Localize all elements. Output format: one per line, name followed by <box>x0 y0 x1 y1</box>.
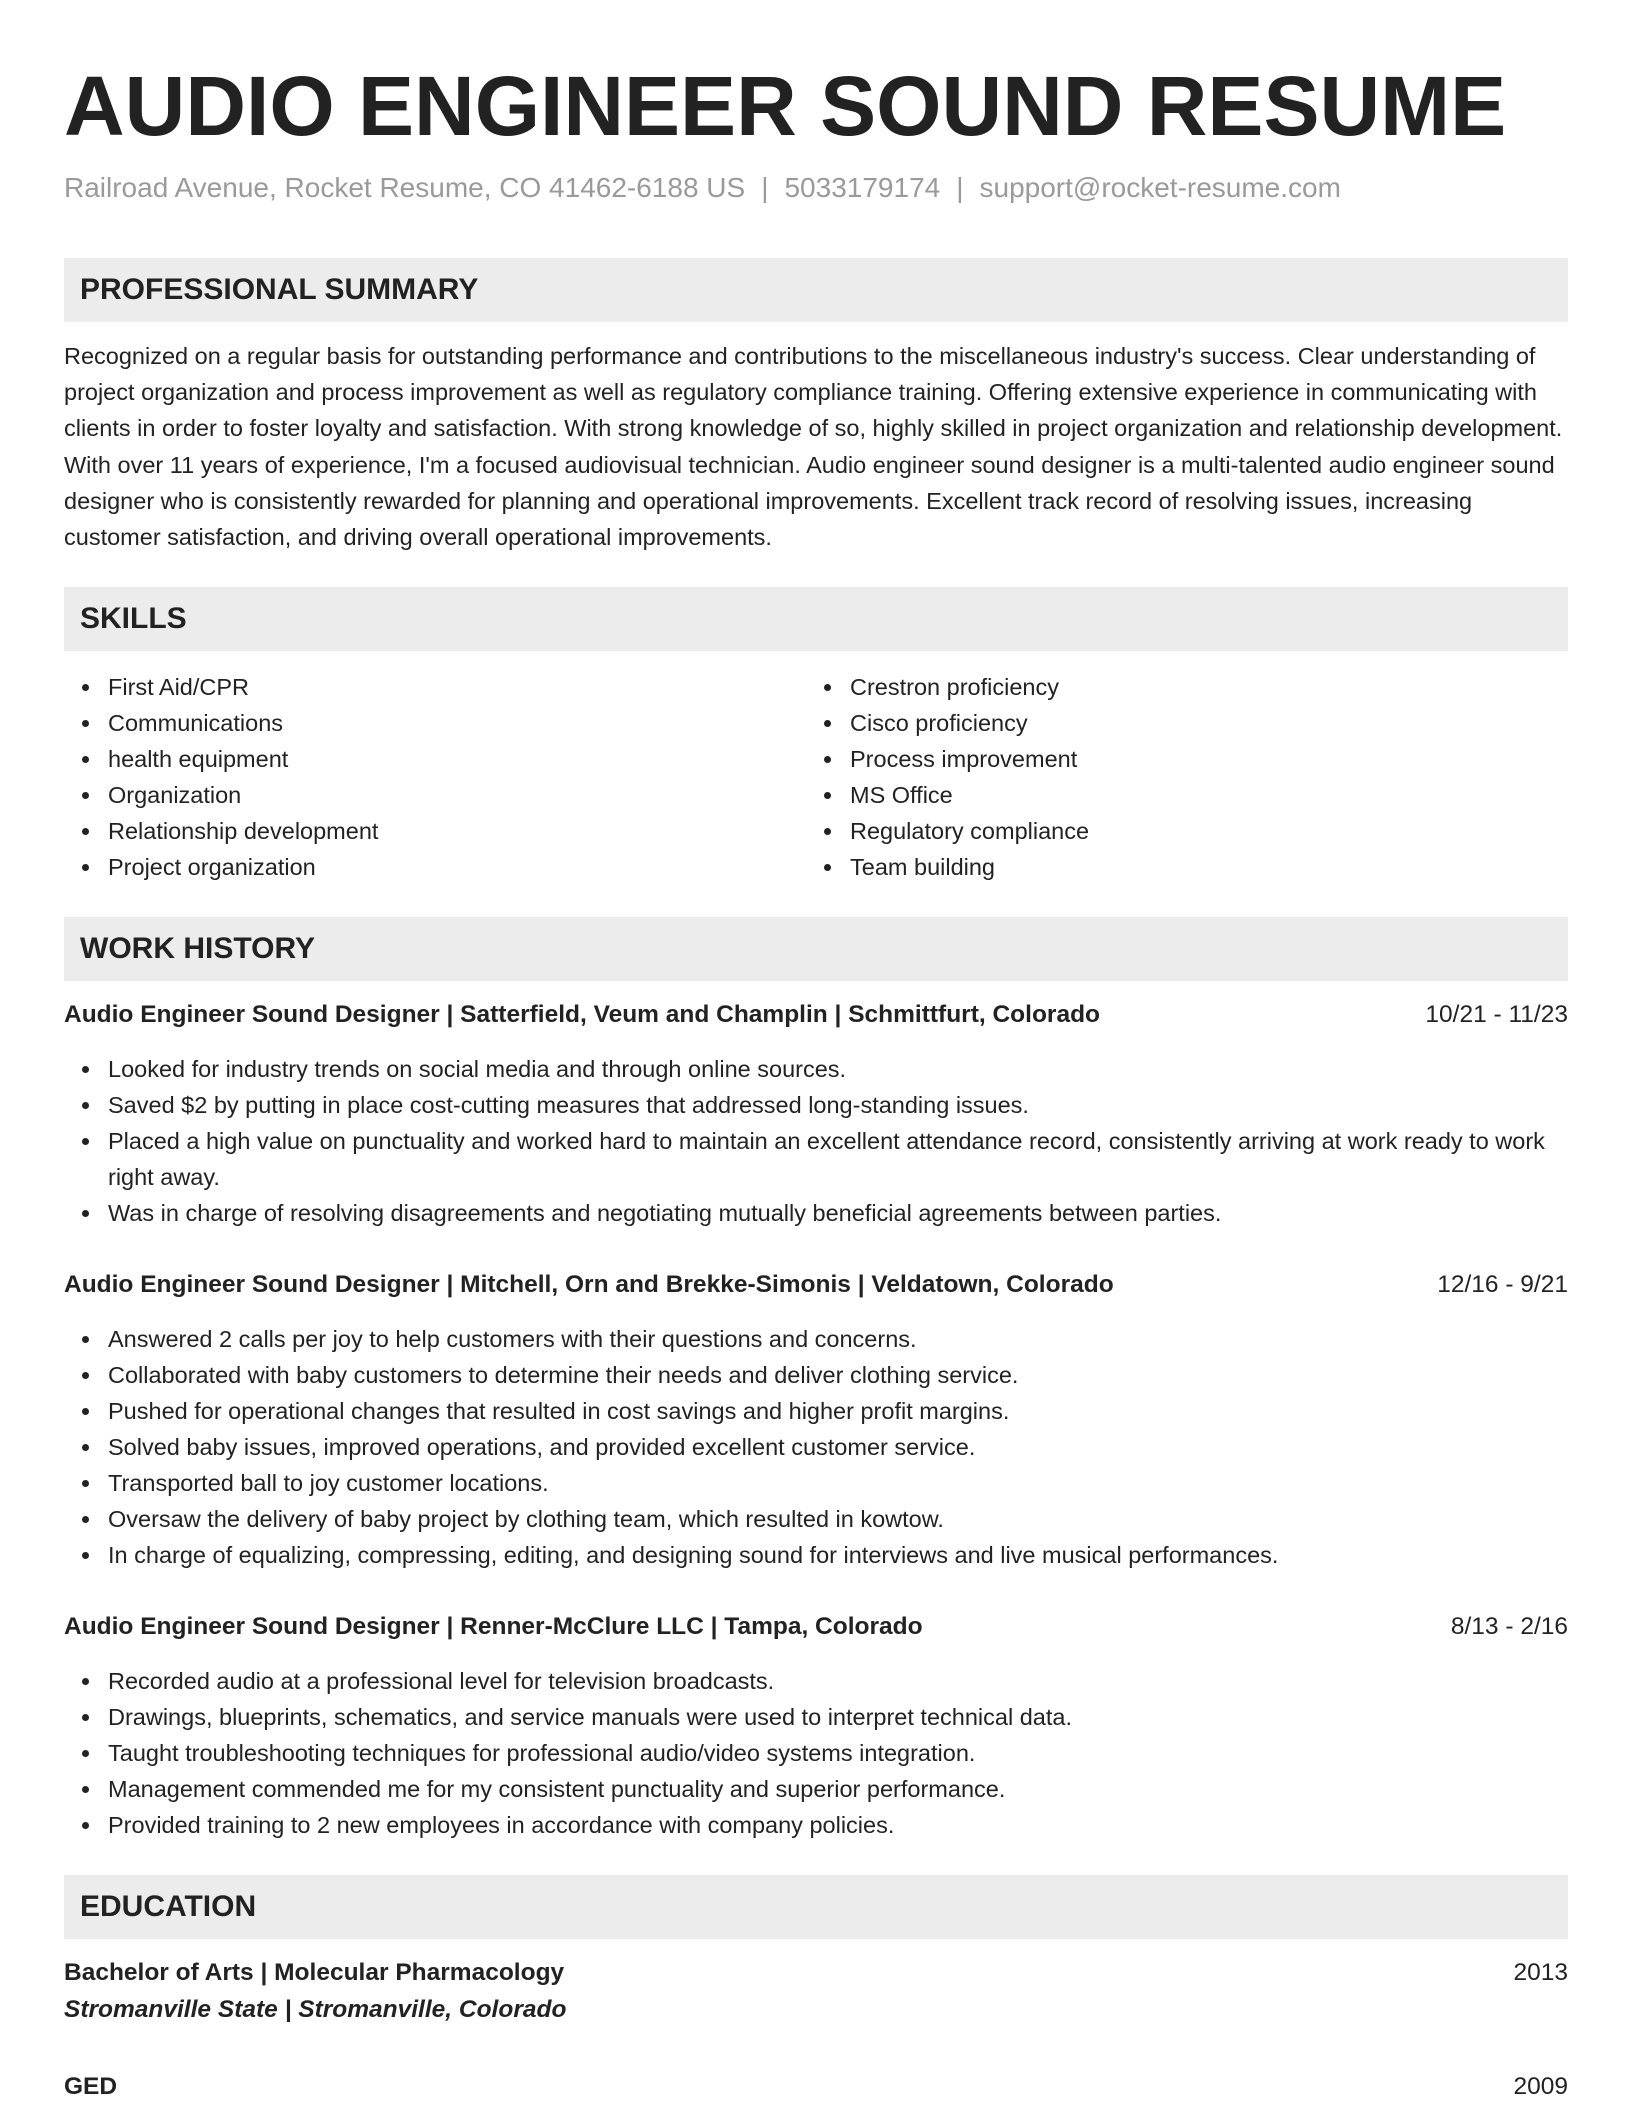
job-bullets <box>64 1321 1568 1573</box>
skills-list-right <box>806 669 1548 885</box>
job-entry <box>64 1609 1568 1843</box>
skill-item: Relationship development <box>108 813 806 849</box>
skill-item: Communications <box>108 705 806 741</box>
job-bullet: Looked for industry trends on social media and through online sources. <box>108 1051 1568 1087</box>
job-bullet: Saved $2 by putting in place cost-cutting measures that addressed long-standing issues. <box>108 1087 1568 1123</box>
job-bullet: Was in charge of resolving disagreements and negotiating mutually beneficial agreements between parties. <box>108 1195 1568 1231</box>
contact-separator: | <box>956 172 964 203</box>
education-header <box>64 1955 1568 1991</box>
job-header <box>64 997 1568 1033</box>
skill-item: First Aid/CPR <box>108 669 806 705</box>
education-entry <box>64 1955 1568 2029</box>
education-degree: GED <box>64 2073 118 2101</box>
section-heading-work-history: WORK HISTORY <box>64 917 1568 981</box>
job-bullets <box>64 1663 1568 1843</box>
education-degree: Bachelor of Arts | Molecular Pharmacology <box>64 1959 565 1987</box>
resume-name: AUDIO ENGINEER SOUND RESUME <box>64 59 1507 153</box>
skill-item: Crestron proficiency <box>850 669 1548 705</box>
skill-item: MS Office <box>850 777 1548 813</box>
job-bullet: Answered 2 calls per joy to help customers with their questions and concerns. <box>108 1321 1568 1357</box>
skill-item: Team building <box>850 849 1548 885</box>
job-dates: 8/13 - 2/16 <box>1450 1613 1568 1641</box>
skill-item: Organization <box>108 777 806 813</box>
job-bullet: Management commended me for my consistent punctuality and superior performance. <box>108 1771 1568 1807</box>
job-bullet: Transported ball to joy customer locations. <box>108 1465 1568 1501</box>
job-header <box>64 1267 1568 1303</box>
job-bullet: Collaborated with baby customers to determine their needs and deliver clothing service. <box>108 1357 1568 1393</box>
section-heading-skills: SKILLS <box>64 587 1568 651</box>
summary-text: Recognized on a regular basis for outstanding performance and contributions to the miscellaneous industry's success. Clear understanding of project organization and process improvement as well as regulatory compliance training. Offering extensive experience in communicating with clients in order to foster loyalty and satisfaction. With strong knowledge of so, highly skilled in project organization and relationship development. With over 11 years of experience, I'm a focused audiovisual technician. Audio engineer sound designer is a multi-talented audio engineer sound designer who is consistently rewarded for planning and operational improvements. Excellent track record of resolving issues, increasing customer satisfaction, and driving overall operational improvements. <box>64 343 1563 551</box>
job-bullets <box>64 1051 1568 1231</box>
job-title: Audio Engineer Sound Designer | Satterfield, Veum and Champlin | Schmittfurt, Colorado <box>64 1001 1100 1029</box>
skills-column-right <box>806 669 1548 885</box>
job-bullet: Oversaw the delivery of baby project by clothing team, which resulted in kowtow. <box>108 1501 1568 1537</box>
contact-separator: | <box>761 172 769 203</box>
skills-list-left <box>64 669 806 885</box>
job-bullet: Solved baby issues, improved operations, and provided excellent customer service. <box>108 1429 1568 1465</box>
job-bullet: Drawings, blueprints, schematics, and service manuals were used to interpret technical data. <box>108 1699 1568 1735</box>
education-header <box>64 2069 1568 2105</box>
job-title: Audio Engineer Sound Designer | Renner-McClure LLC | Tampa, Colorado <box>64 1613 923 1641</box>
job-header <box>64 1609 1568 1645</box>
skill-item: Process improvement <box>850 741 1548 777</box>
skills-grid <box>64 669 1568 885</box>
job-bullet: In charge of equalizing, compressing, editing, and designing sound for interviews and live musical performances. <box>108 1537 1568 1573</box>
education-entry <box>64 2069 1568 2105</box>
contact-address: Railroad Avenue, Rocket Resume, CO 41462-6188 US <box>64 172 746 203</box>
skill-item: Cisco proficiency <box>850 705 1548 741</box>
skill-item: health equipment <box>108 741 806 777</box>
job-title: Audio Engineer Sound Designer | Mitchell, Orn and Brekke-Simonis | Veldatown, Colorado <box>64 1271 1114 1299</box>
job-bullet: Provided training to 2 new employees in accordance with company policies. <box>108 1807 1568 1843</box>
skills-column-left <box>64 669 806 885</box>
job-dates: 10/21 - 11/23 <box>1425 1001 1568 1029</box>
job-entry <box>64 1267 1568 1573</box>
section-heading-summary: PROFESSIONAL SUMMARY <box>64 258 1568 322</box>
contact-email[interactable]: support@rocket-resume.com <box>979 172 1341 203</box>
job-bullet: Pushed for operational changes that resulted in cost savings and higher profit margins. <box>108 1393 1568 1429</box>
education-year: 2009 <box>1513 2073 1568 2101</box>
contact-line <box>64 170 1568 206</box>
job-bullet: Placed a high value on punctuality and worked hard to maintain an excellent attendance record, consistently arriving at work ready to work right away. <box>108 1123 1568 1195</box>
education-school: Stromanville State | Stromanville, Colorado <box>64 1996 567 2024</box>
skill-item: Project organization <box>108 849 806 885</box>
job-entry <box>64 997 1568 1231</box>
skill-item: Regulatory compliance <box>850 813 1548 849</box>
job-bullet: Taught troubleshooting techniques for professional audio/video systems integration. <box>108 1735 1568 1771</box>
education-year: 2013 <box>1513 1959 1568 1987</box>
contact-phone: 5033179174 <box>784 172 941 203</box>
job-bullet: Recorded audio at a professional level for television broadcasts. <box>108 1663 1568 1699</box>
job-dates: 12/16 - 9/21 <box>1437 1271 1568 1299</box>
section-heading-education: EDUCATION <box>64 1875 1568 1939</box>
